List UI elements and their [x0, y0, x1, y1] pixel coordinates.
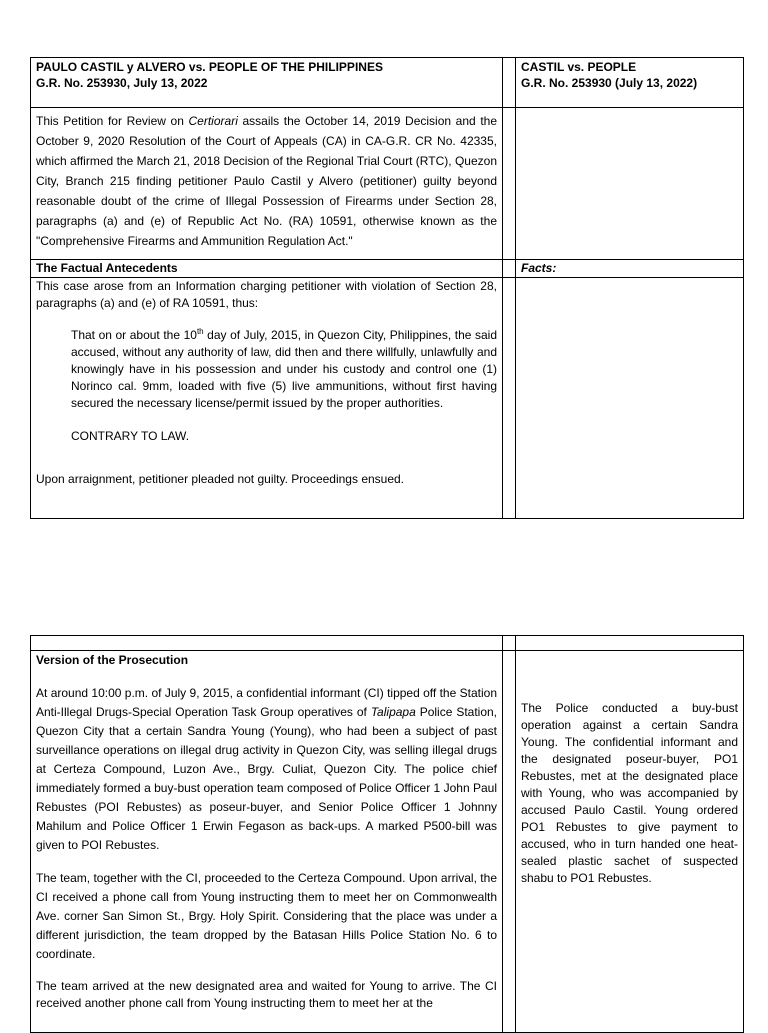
- case-title: PAULO CASTIL y ALVERO vs. PEOPLE OF THE PHILIPPINES: [36, 60, 383, 74]
- blank-header-cell: [516, 636, 744, 651]
- intro-cell: [31, 108, 503, 260]
- blank-header-cell: [31, 636, 503, 651]
- contrary-to-law: CONTRARY TO LAW.: [71, 429, 190, 443]
- antecedents-cell: [31, 278, 503, 519]
- summary-cell: [516, 651, 744, 1033]
- section-heading: Version of the Prosecution: [36, 653, 189, 667]
- facts-summary: The Police conducted a buy-bust operation against a certain Sandra Young. The confidential informant and the designated poseur-buyer, PO1 Rebustes, met at the designated place with Young, who was accompanied by accused Paulo Castil. Young ordered PO1 Rebustes to give payment to accused, who in turn handed one heat-sealed plastic sachet of suspected shabu to PO1 Rebustes.: [521, 701, 738, 885]
- prosecution-paragraph-3: The team arrived at the new designated area and waited for Young to arrive. The CI received another phone call from Young instructing them to meet her at the: [36, 979, 497, 1010]
- case-intro-paragraph: This case arose from an Information charging petitioner with violation of Section 28, paragraphs (a) and (e) of RA 10591, thus:: [36, 279, 497, 310]
- gap-cell: [503, 651, 516, 1033]
- gap-cell: [503, 278, 516, 519]
- gap-cell: [503, 636, 516, 651]
- short-citation: G.R. No. 253930 (July 13, 2022): [521, 76, 698, 90]
- case-title-cell: [31, 58, 503, 108]
- case-digest-table-1: [30, 57, 744, 519]
- case-digest-table-2: [30, 635, 744, 1033]
- facts-heading-cell: [516, 260, 744, 278]
- notes-cell-empty: [516, 108, 744, 260]
- prosecution-paragraph-2: The team, together with the CI, proceeded to the Certeza Compound. Upon arrival, the CI received a phone call from Young instructing them to meet her on Commonwealth Ave. corner San Simon St., Brgy. Holy Spirit. Considering that the place was under a different jurisdiction, the team dropped by the Batasan Hills Police Station No. 6 to coordinate.: [36, 871, 497, 961]
- prosecution-paragraph-1: At around 10:00 p.m. of July 9, 2015, a confidential informant (CI) tipped off the Station Anti-Illegal Drugs-Special Operation Task Group operatives of Talipapa Police Station, Quezon City that a certain Sandra Young (Young), who had been a subject of past surveillance operations on illegal drug activity in Quezon City, was selling illegal drugs at Certeza Compound, Luzon Ave., Brgy. Culiat, Quezon City. The police chief immediately formed a buy-bust operation team composed of Police Officer 1 John Paul Rebustes (POI Rebustes) as poseur-buyer, and Senior Police Officer 1 Johnny Mahilum and Police Officer 1 Erwin Fegason as back-ups. A marked P500-bill was given to POI Rebustes.: [36, 686, 498, 852]
- short-title-cell: [516, 58, 744, 108]
- arraignment-paragraph: Upon arraignment, petitioner pleaded not guilty. Proceedings ensued.: [36, 472, 405, 486]
- gap-cell: [503, 108, 516, 260]
- gap-cell: [503, 58, 516, 108]
- facts-heading: Facts:: [521, 261, 557, 275]
- information-quote: That on or about the 10th day of July, 2015, in Quezon City, Philippines, the said accused, without any authority of law, did then and there willfully, unlawfully and knowingly have in his possession and under his custody and control one (1) Norinco cal. 9mm, loaded with five (5) live ammunitions, without first having secured the necessary license/permit issued by the proper authorities.: [71, 327, 497, 410]
- short-title: CASTIL vs. PEOPLE: [521, 60, 637, 74]
- section-heading-cell: [31, 260, 503, 278]
- section-heading: The Factual Antecedents: [36, 261, 178, 275]
- gap-cell: [503, 260, 516, 278]
- notes-cell-empty: [516, 278, 744, 519]
- intro-paragraph: This Petition for Review on Certiorari assails the October 14, 2019 Decision and the October 9, 2020 Resolution of the Court of Appeals (CA) in CA-G.R. CR No. 42335, which affirmed the March 21, 2018 Decision of the Regional Trial Court (RTC), Quezon City, Branch 215 finding petitioner Paulo Castil y Alvero (petitioner) guilty beyond reasonable doubt of the crime of Illegal Possession of Firearms under Section 28, paragraphs (a) and (e) of Republic Act No. (RA) 10591, otherwise known as the "Comprehensive Firearms and Ammunition Regulation Act.": [36, 114, 497, 248]
- prosecution-cell: [31, 651, 503, 1033]
- case-citation: G.R. No. 253930, July 13, 2022: [36, 76, 208, 90]
